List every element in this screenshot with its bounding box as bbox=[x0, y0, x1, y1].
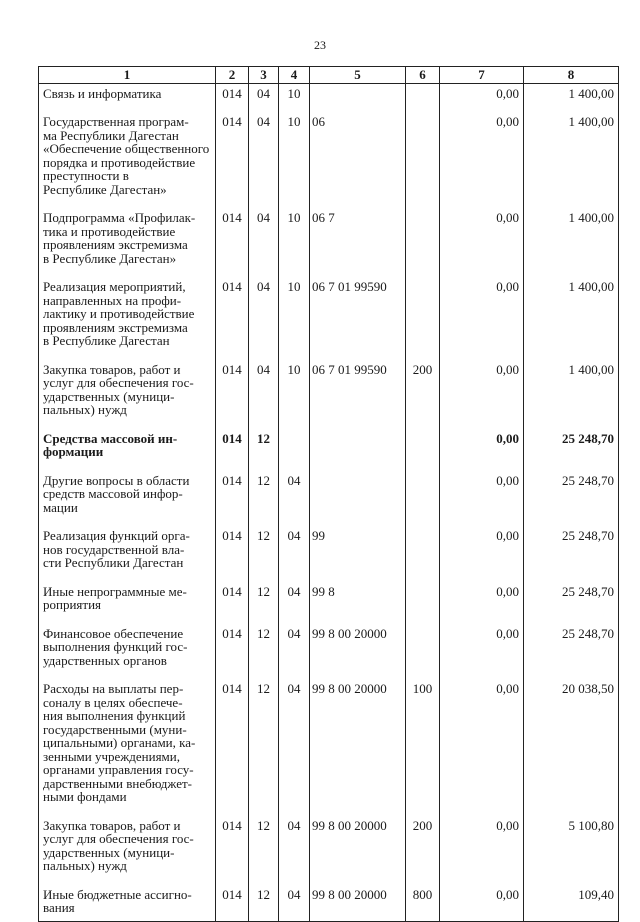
cell-admin-code: 014 bbox=[216, 112, 249, 208]
table-row bbox=[39, 624, 619, 680]
cell-admin-code: 014 bbox=[216, 429, 249, 471]
cell-subsection-code: 04 bbox=[279, 471, 310, 527]
cell-expense-type bbox=[406, 429, 440, 471]
cell-amount-1: 0,00 bbox=[440, 83, 524, 112]
cell-admin-code: 014 bbox=[216, 885, 249, 922]
cell-amount-1: 0,00 bbox=[440, 112, 524, 208]
cell-item-name: Реализация мероприятий, направленных на профи- лактику и противодействие проявлениям экстремизма в Республике Дагестан bbox=[39, 277, 216, 360]
table-row bbox=[39, 112, 619, 208]
table-row bbox=[39, 526, 619, 582]
cell-expense-type bbox=[406, 582, 440, 624]
cell-item-name: Подпрограмма «Профилак- тика и противодействие проявлениям экстремизма в Республике Дагестан» bbox=[39, 208, 216, 277]
cell-admin-code: 014 bbox=[216, 816, 249, 885]
cell-expense-type bbox=[406, 471, 440, 527]
table-row bbox=[39, 429, 619, 471]
column-header-5: 5 bbox=[310, 67, 406, 84]
cell-item-name: Реализация функций орга- нов государственной вла- сти Республики Дагестан bbox=[39, 526, 216, 582]
cell-target-article: 06 bbox=[310, 112, 406, 208]
cell-expense-type bbox=[406, 112, 440, 208]
cell-section-code: 12 bbox=[249, 816, 279, 885]
cell-subsection-code: 04 bbox=[279, 624, 310, 680]
cell-amount-1: 0,00 bbox=[440, 679, 524, 816]
table-row bbox=[39, 816, 619, 885]
cell-expense-type: 100 bbox=[406, 679, 440, 816]
cell-target-article: 06 7 01 99590 bbox=[310, 277, 406, 360]
cell-section-code: 04 bbox=[249, 208, 279, 277]
cell-amount-2: 1 400,00 bbox=[524, 208, 619, 277]
cell-target-article: 99 8 00 20000 bbox=[310, 816, 406, 885]
cell-target-article: 99 8 00 20000 bbox=[310, 624, 406, 680]
cell-item-name: Средства массовой ин- формации bbox=[39, 429, 216, 471]
column-header-1: 1 bbox=[39, 67, 216, 84]
cell-section-code: 12 bbox=[249, 624, 279, 680]
cell-subsection-code: 04 bbox=[279, 885, 310, 922]
cell-target-article: 06 7 01 99590 bbox=[310, 360, 406, 429]
cell-expense-type bbox=[406, 83, 440, 112]
cell-subsection-code: 10 bbox=[279, 360, 310, 429]
cell-amount-2: 25 248,70 bbox=[524, 429, 619, 471]
cell-amount-1: 0,00 bbox=[440, 471, 524, 527]
budget-table bbox=[38, 66, 619, 922]
cell-section-code: 12 bbox=[249, 679, 279, 816]
cell-admin-code: 014 bbox=[216, 208, 249, 277]
cell-item-name: Другие вопросы в области средств массовой инфор- мации bbox=[39, 471, 216, 527]
cell-subsection-code: 10 bbox=[279, 83, 310, 112]
cell-admin-code: 014 bbox=[216, 526, 249, 582]
cell-amount-2: 1 400,00 bbox=[524, 277, 619, 360]
table-row bbox=[39, 83, 619, 112]
cell-amount-2: 1 400,00 bbox=[524, 360, 619, 429]
cell-expense-type: 800 bbox=[406, 885, 440, 922]
cell-amount-2: 1 400,00 bbox=[524, 83, 619, 112]
cell-subsection-code bbox=[279, 429, 310, 471]
column-header-4: 4 bbox=[279, 67, 310, 84]
cell-admin-code: 014 bbox=[216, 83, 249, 112]
cell-subsection-code: 04 bbox=[279, 816, 310, 885]
cell-amount-2: 1 400,00 bbox=[524, 112, 619, 208]
cell-amount-2: 25 248,70 bbox=[524, 624, 619, 680]
cell-amount-1: 0,00 bbox=[440, 360, 524, 429]
cell-expense-type: 200 bbox=[406, 360, 440, 429]
column-header-3: 3 bbox=[249, 67, 279, 84]
column-header-8: 8 bbox=[524, 67, 619, 84]
cell-section-code: 12 bbox=[249, 582, 279, 624]
header-row bbox=[39, 67, 619, 84]
cell-subsection-code: 10 bbox=[279, 112, 310, 208]
cell-section-code: 04 bbox=[249, 277, 279, 360]
cell-target-article: 06 7 bbox=[310, 208, 406, 277]
table-row bbox=[39, 277, 619, 360]
table-row bbox=[39, 471, 619, 527]
table-row bbox=[39, 885, 619, 922]
cell-item-name: Расходы на выплаты пер- соналу в целях обеспече- ния выполнения функций государственными (муни- ципальными) органами, ка- зенными учреждениями, органами управления госу- дарственными внебюджет- ными фондами bbox=[39, 679, 216, 816]
cell-item-name: Закупка товаров, работ и услуг для обеспечения гос- ударственных (муници- пальных) нужд bbox=[39, 360, 216, 429]
cell-admin-code: 014 bbox=[216, 679, 249, 816]
cell-section-code: 12 bbox=[249, 471, 279, 527]
cell-amount-1: 0,00 bbox=[440, 429, 524, 471]
cell-amount-1: 0,00 bbox=[440, 526, 524, 582]
cell-amount-2: 5 100,80 bbox=[524, 816, 619, 885]
column-header-6: 6 bbox=[406, 67, 440, 84]
table-row bbox=[39, 679, 619, 816]
cell-expense-type: 200 bbox=[406, 816, 440, 885]
cell-admin-code: 014 bbox=[216, 624, 249, 680]
cell-admin-code: 014 bbox=[216, 360, 249, 429]
cell-amount-1: 0,00 bbox=[440, 885, 524, 922]
cell-expense-type bbox=[406, 277, 440, 360]
cell-amount-1: 0,00 bbox=[440, 624, 524, 680]
cell-amount-2: 25 248,70 bbox=[524, 582, 619, 624]
cell-expense-type bbox=[406, 526, 440, 582]
cell-target-article bbox=[310, 83, 406, 112]
cell-target-article: 99 8 bbox=[310, 582, 406, 624]
cell-section-code: 04 bbox=[249, 360, 279, 429]
cell-section-code: 04 bbox=[249, 112, 279, 208]
cell-target-article: 99 8 00 20000 bbox=[310, 885, 406, 922]
cell-item-name: Связь и информатика bbox=[39, 83, 216, 112]
cell-section-code: 12 bbox=[249, 429, 279, 471]
cell-admin-code: 014 bbox=[216, 471, 249, 527]
cell-subsection-code: 04 bbox=[279, 526, 310, 582]
cell-target-article bbox=[310, 429, 406, 471]
cell-admin-code: 014 bbox=[216, 277, 249, 360]
cell-subsection-code: 10 bbox=[279, 208, 310, 277]
table-body bbox=[39, 83, 619, 921]
cell-expense-type bbox=[406, 624, 440, 680]
table-row bbox=[39, 360, 619, 429]
cell-amount-2: 109,40 bbox=[524, 885, 619, 922]
cell-subsection-code: 04 bbox=[279, 582, 310, 624]
cell-section-code: 12 bbox=[249, 526, 279, 582]
cell-item-name: Финансовое обеспечение выполнения функций гос- ударственных органов bbox=[39, 624, 216, 680]
table-row bbox=[39, 208, 619, 277]
column-header-7: 7 bbox=[440, 67, 524, 84]
column-header-2: 2 bbox=[216, 67, 249, 84]
table-row bbox=[39, 582, 619, 624]
cell-target-article: 99 bbox=[310, 526, 406, 582]
cell-item-name: Государственная програм- ма Республики Дагестан «Обеспечение общественного порядка и противодействие преступности в Республике Дагестан» bbox=[39, 112, 216, 208]
cell-amount-2: 25 248,70 bbox=[524, 526, 619, 582]
cell-section-code: 04 bbox=[249, 83, 279, 112]
cell-amount-1: 0,00 bbox=[440, 277, 524, 360]
cell-subsection-code: 04 bbox=[279, 679, 310, 816]
cell-target-article: 99 8 00 20000 bbox=[310, 679, 406, 816]
cell-item-name: Иные бюджетные ассигно- вания bbox=[39, 885, 216, 922]
cell-subsection-code: 10 bbox=[279, 277, 310, 360]
cell-amount-1: 0,00 bbox=[440, 208, 524, 277]
cell-amount-2: 20 038,50 bbox=[524, 679, 619, 816]
cell-amount-1: 0,00 bbox=[440, 582, 524, 624]
cell-amount-1: 0,00 bbox=[440, 816, 524, 885]
cell-target-article bbox=[310, 471, 406, 527]
cell-item-name: Закупка товаров, работ и услуг для обеспечения гос- ударственных (муници- пальных) нужд bbox=[39, 816, 216, 885]
cell-admin-code: 014 bbox=[216, 582, 249, 624]
page-number: 23 bbox=[314, 38, 326, 52]
cell-amount-2: 25 248,70 bbox=[524, 471, 619, 527]
cell-expense-type bbox=[406, 208, 440, 277]
cell-item-name: Иные непрограммные ме- роприятия bbox=[39, 582, 216, 624]
cell-section-code: 12 bbox=[249, 885, 279, 922]
